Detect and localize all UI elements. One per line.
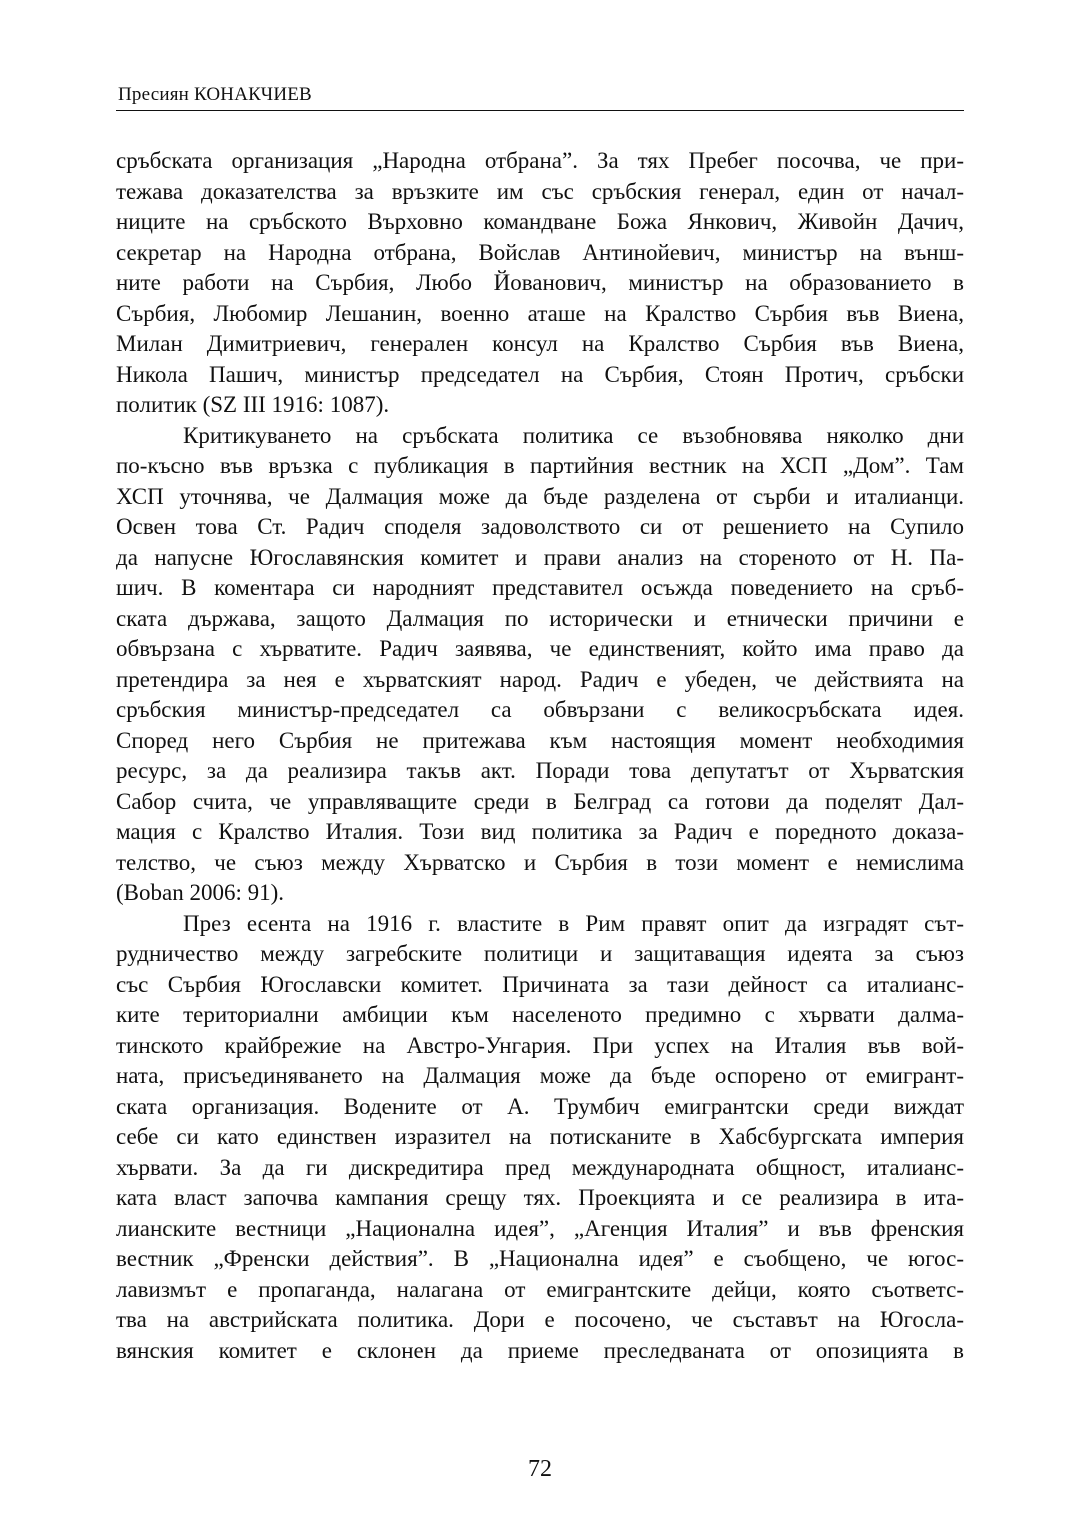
text-line: шич. В коментара си народният представител осъжда поведението на сръб- <box>116 575 964 600</box>
text-line: обвързана с хърватите. Радич заявява, че единственият, който има право да <box>116 636 964 661</box>
text-line: Освен това Ст. Радич споделя задоволството си от решението на Супило <box>116 514 964 539</box>
text-line: тинското крайбрежие на Австро-Унгария. При успех на Италия във вой- <box>116 1032 964 1058</box>
paragraph-1 <box>116 146 964 421</box>
text-line: ната, присъединяването на Далмация може да бъде оспорено от емигрант- <box>116 1063 964 1088</box>
text-line: сръбската организация „Народна отбрана”. За тях Пребег посочва, че при- <box>116 148 964 173</box>
text-line: Сърбия, Любомир Лешанин, военно аташе на Кралство Сърбия във Виена, <box>116 300 964 326</box>
text-line: секретар на Народна отбрана, Войслав Антинойевич, министър на външ- <box>116 239 964 265</box>
text-line: себе си като единствен изразител на потисканите в Хабсбургската империя <box>116 1124 964 1149</box>
text-line: телство, че съюз между Хърватско и Сърбия в този момент е немислима <box>116 849 964 875</box>
text-line: ресурс, за да реализира такъв акт. Поради това депутатът от Хърватския <box>116 758 964 783</box>
text-line: по-късно във връзка с публикация в партийния вестник на ХСП „Дом”. Там <box>116 453 964 478</box>
text-line: със Сърбия Югославски комитет. Причината за тази дейност са италианс- <box>116 971 964 997</box>
text-line: да напусне Югославянския комитет и прави анализ на стореното от Н. Па- <box>116 544 964 570</box>
text-line: рудничество между загребските политици и защитаващия идеята за съюз <box>116 941 964 966</box>
text-line: Никола Пашич, министър председател на Сърбия, Стоян Протич, сръбски <box>116 361 964 387</box>
text-line: ХСП уточнява, че Далмация може да бъде разделена от сърби и италианци. <box>116 483 964 509</box>
text-line: Сабор счита, че управляващите среди в Белград са готови да поделят Дал- <box>116 788 964 814</box>
text-line: лавизмът е пропаганда, налагана от емигрантските дейци, която съответс- <box>116 1276 964 1302</box>
text-line: тежава доказателства за връзките им със сръбския генерал, един от начал- <box>116 178 964 204</box>
body-text <box>116 146 964 1366</box>
text-line: претендира за нея е хърватският народ. Радич е убеден, че действията на <box>116 666 964 692</box>
text-line: Според него Сърбия не притежава към настоящия момент необходимия <box>116 727 964 753</box>
text-line: хървати. За да ги дискредитира пред международната общност, италианс- <box>116 1154 964 1180</box>
text-line: Критикуването на сръбската политика се възобновява няколко дни <box>183 422 964 448</box>
text-line: сръбския министър-председател са обвързани с великосръбската идея. <box>116 697 964 722</box>
text-line: Милан Димитриевич, генерален консул на Кралство Сърбия във Виена, <box>116 331 964 356</box>
text-line: ните работи на Сърбия, Любо Йованович, министър на образованието в <box>116 270 964 295</box>
text-line: ката власт започва кампания срещу тях. Проекцията и се реализира в ита- <box>116 1185 964 1210</box>
text-line: През есента на 1916 г. властите в Рим правят опит да изградят сът- <box>183 910 964 936</box>
text-line: мация с Кралство Италия. Този вид политика за Радич е поредното доказа- <box>116 819 964 844</box>
running-header <box>116 80 964 111</box>
text-line: ниците на сръбското Върховно командване Божа Янкович, Живойн Дачич, <box>116 209 964 234</box>
page-number: 72 <box>528 1456 552 1482</box>
running-header-author: Пресиян КОНАКЧИЕВ <box>118 84 312 105</box>
text-line: (Boban 2006: 91). <box>116 880 285 905</box>
text-line: тва на австрийската политика. Дори е посочено, че съставът на Югосла- <box>116 1307 964 1332</box>
text-line: вянския комитет е склонен да приеме преследваната от опозицията в <box>116 1337 964 1363</box>
text-line: вестник „Френски действия”. В „Национална идея” е съобщено, че югос- <box>116 1246 964 1271</box>
text-line: ската организация. Водените от А. Трумбич емигрантски среди виждат <box>116 1093 964 1119</box>
paragraph-2 <box>116 421 964 909</box>
text-line: лианските вестници „Национална идея”, „Агенция Италия” и във френския <box>116 1215 964 1241</box>
text-line: политик (SZ III 1916: 1087). <box>116 392 390 417</box>
text-line: ките териториални амбиции към населеното предимно с хървати далма- <box>116 1002 964 1027</box>
paragraph-3 <box>116 909 964 1367</box>
text-line: ската държава, защото Далмация по исторически и етнически причини е <box>116 605 964 631</box>
